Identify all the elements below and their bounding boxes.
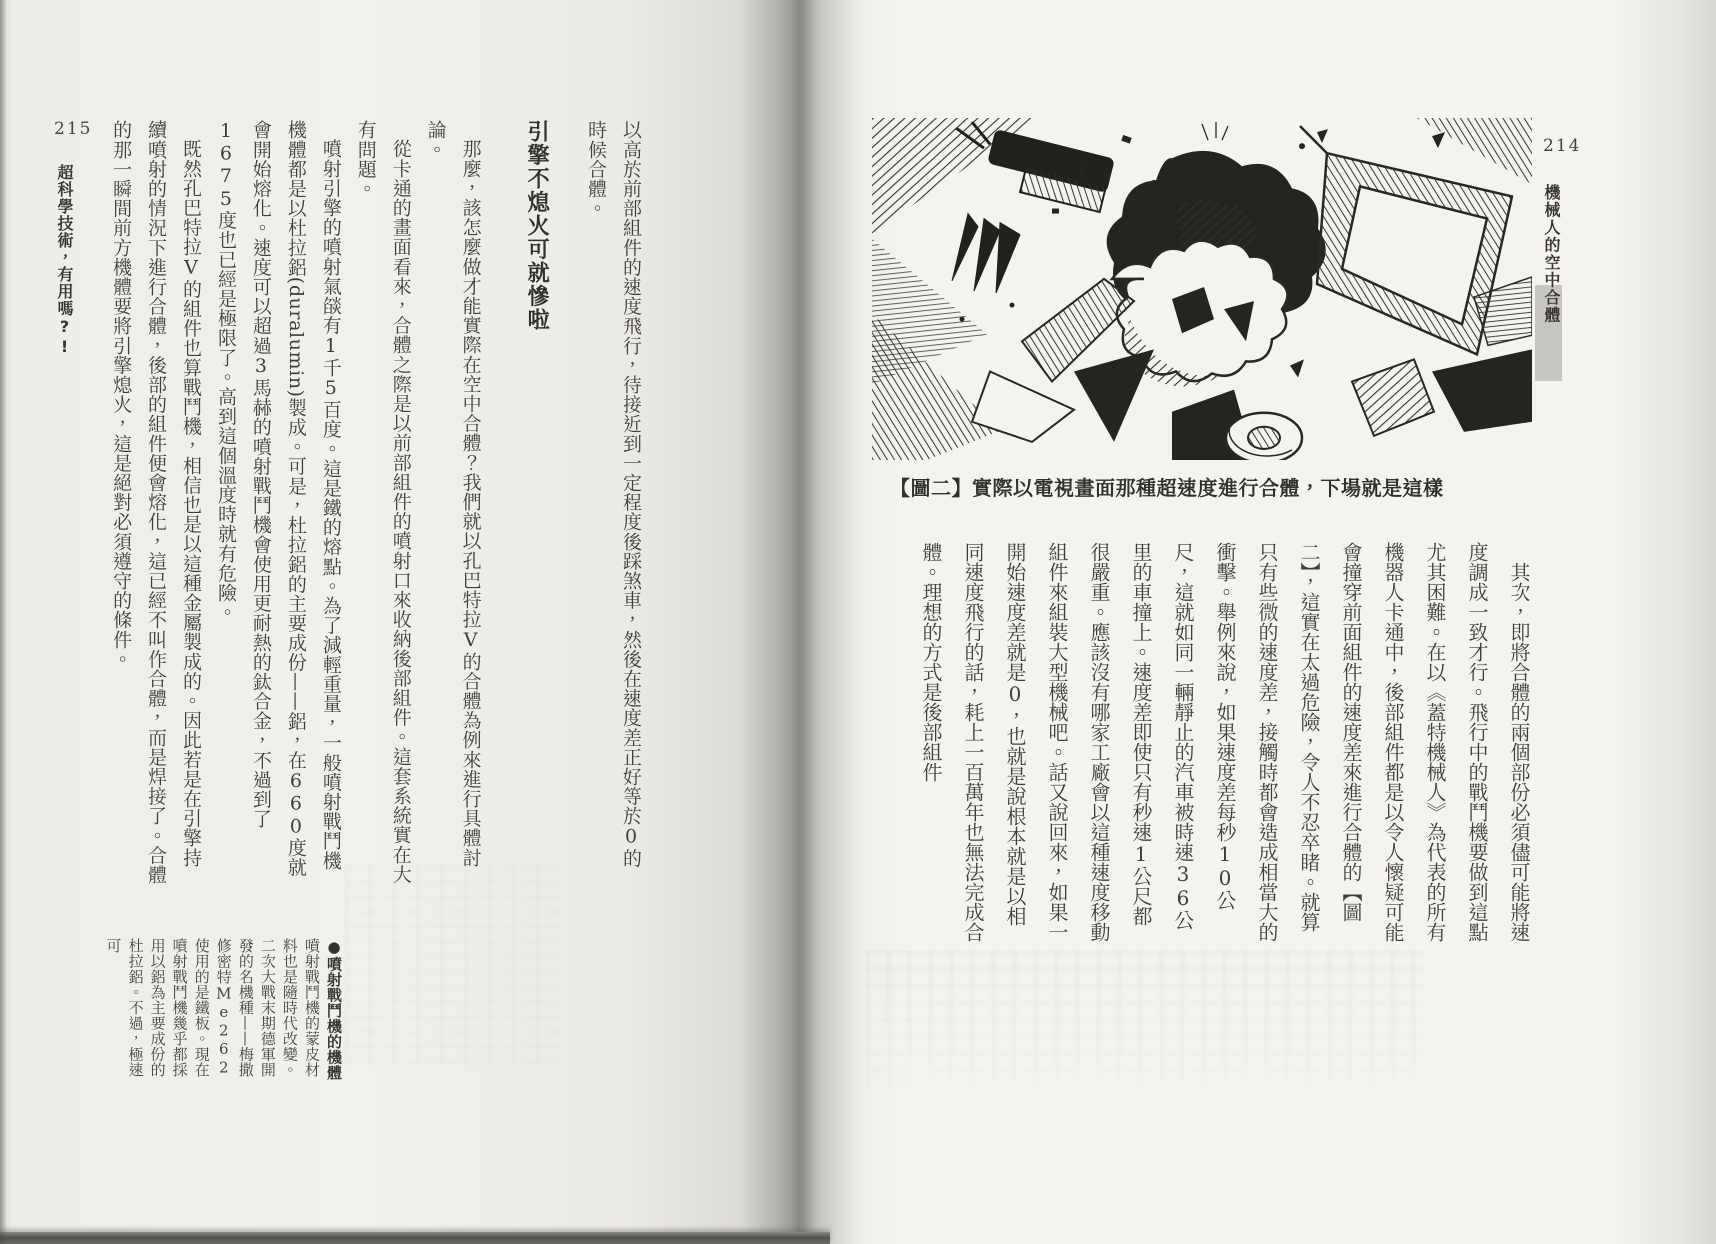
page-bottom-edge: [0, 1232, 830, 1244]
body-text-right: [910, 542, 1540, 944]
crash-illustration-svg: [872, 118, 1532, 460]
body-text-left: [103, 120, 648, 886]
paragraph: 噴射引擎的噴射氣燄有1千5百度。這是鐵的熔點。為了減輕重量，一般噴射戰鬥機機體都是以杜拉鋁(duralumin)製成。可是，杜拉鋁的主要成份——鋁，在660度就會開始熔化。速度可以超過3馬赫的噴射戰鬥機會使用更耐熱的鈦合金，不過到了1675度也已經是極限了。高到這個溫度時就有危險。: [214, 120, 342, 878]
running-head-right: 機械人的空中合體: [1542, 184, 1561, 324]
section-heading: 引擎不熄火可就慘啦: [524, 120, 550, 332]
paragraph: 既然孔巴特拉V的組件也算戰鬥機，相信也是以這種金屬製成的。因此若是在引擎持續噴射的情況下進行合體，後部的組件便會熔化，這已經不叫作合體，而是焊接了。合體的那一瞬間前方機體要將引擎熄火，這是絕對必須遵守的條件。: [110, 120, 202, 885]
bleedthrough-ghost-text: [866, 950, 1426, 1088]
paragraph: 從卡通的畫面看來，合體之際是以前部組件的噴射口來收納後部組件。這套系統實在大有問題。: [354, 120, 412, 884]
footnote-block: [102, 938, 345, 1081]
footnote-title: ●噴射戰鬥機的機體: [325, 938, 343, 1081]
page-number-left: 215: [54, 119, 93, 139]
bleedthrough-ghost-text: [345, 865, 560, 1065]
running-head-left: 超科學技術，有用嗎?!: [55, 164, 74, 357]
paragraph-continued: 以高於前部組件的速度飛行，待接近到一定程度後踩煞車，然後在速度差正好等於0的時候合體。: [585, 120, 642, 868]
figure-caption: 【圖二】實際以電視畫面那種超速度進行合體，下場就是這樣: [890, 476, 1444, 500]
page-number-right: 214: [1543, 136, 1582, 156]
page-left-edge: [0, 0, 7, 1244]
page-215: [0, 0, 800, 1244]
page-214: [800, 0, 1716, 1244]
paragraph: 其次，即將合體的兩個部份必須儘可能將速度調成一致才行。飛行中的戰鬥機要做到這點尤其困難。在以《蓋特機械人》為代表的所有機器人卡通中，後部組件都是以令人懷疑可能會撞穿前面組件的速度差來進行合體的【圖二】，這實在太過危險，令人不忍卒睹。就算只有些微的速度差，接觸時都會造成相當大的衝擊。舉例來說，如果速度差每秒10公尺，這就如同一輛靜止的汽車被時速36公里的車撞上。速度差即使只有秒速1公尺都很嚴重。應該沒有哪家工廠會以這種速度移動組件來組裝大型機械吧。話又說回來，如果一開始速度差就是0，也就是說根本就是以相同速度飛行的話，耗上一百萬年也無法完成合體。理想的方式是後部組件: [919, 542, 1531, 942]
paragraph: 那麼，該怎麼做才能實際在空中合體？我們就以孔巴特拉V的合體為例來進行具體討論。: [424, 120, 482, 868]
footnote-text: 噴射戰鬥機的蒙皮材料也是隨時代改變。二次大戰末期德軍開發的名機種——梅撒修密特Me262使用的是鐵板。現在噴射戰鬥機幾乎都採用以鋁為主要成份的杜拉鋁。不過，極速可: [104, 938, 321, 1078]
figure-illustration: [872, 118, 1532, 460]
